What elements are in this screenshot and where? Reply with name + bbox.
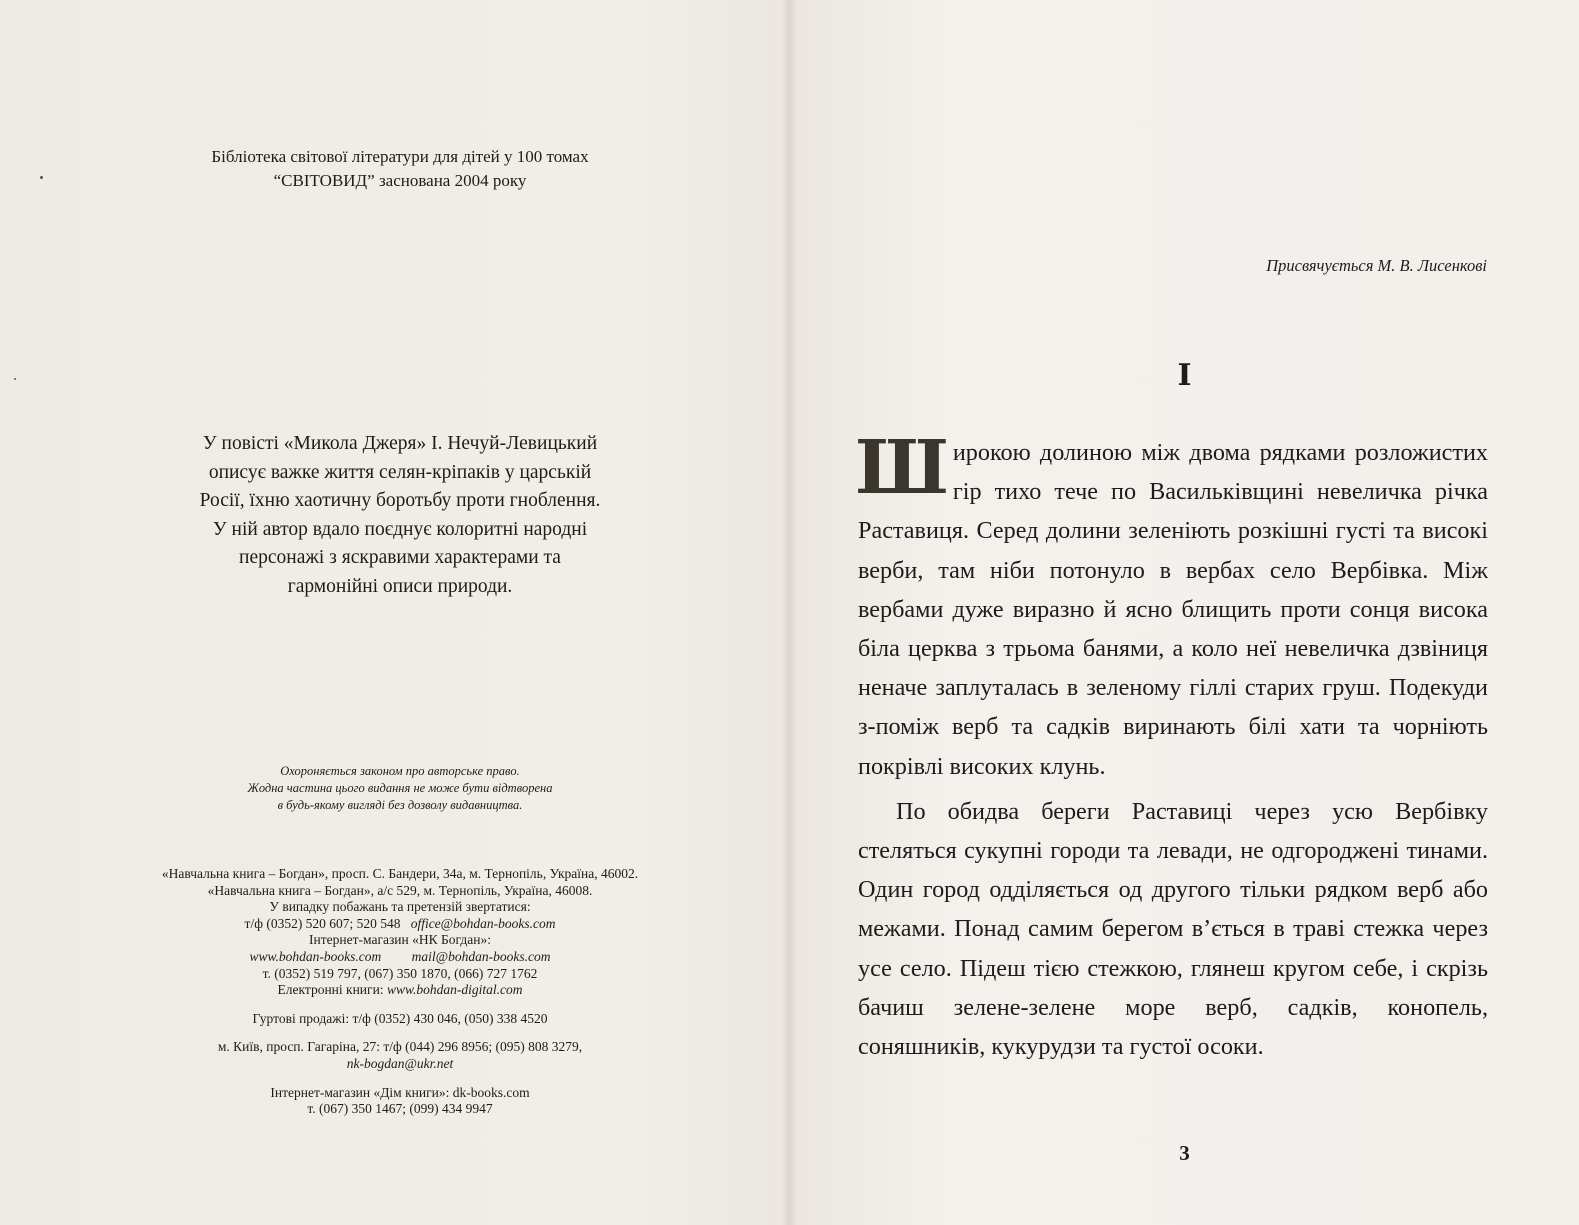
copyright-line: Жодна частина цього видання не може бути відтворена (247, 781, 553, 795)
annotation-line: Росії, їхню хаотичну боротьбу проти гноблення. (199, 490, 601, 511)
shop-phones: т. (0352) 519 797, (067) 350 1870, (066) 727 1762 (262, 965, 538, 981)
drop-cap: Ш (855, 425, 947, 511)
kyiv-address: м. Київ, просп. Гагаріна, 27: т/ф (044) 296 8956; (095) 808 3279, (217, 1039, 583, 1055)
wholesale-contacts: Гуртові продажі: т/ф (0352) 430 046, (050) 338 4520 (252, 1010, 548, 1026)
claims-email: office@bohdan-books.com (410, 915, 556, 931)
right-page (790, 0, 1579, 1225)
ebooks-line (80, 982, 720, 999)
annotation-line: описує важке життя селян-кріпаків у царській (208, 461, 592, 483)
copyright-line: в будь-якому вигляді без дозволу видавництва. (277, 798, 523, 812)
publisher-postbox: «Навчальна книга – Богдан», а/с 529, м. Тернопіль, Україна, 46008. (207, 882, 593, 898)
paragraph-1-text: ирокою долиною між двома рядками розложистих гір тихо тече по Васильківщині невеличка річка Раставиця. Серед долини зеленіють розкішні густі та високі верби, там ніби потонуло в вербах село Вербівка. Між вербами дуже виразно й ясно блищить проти сонця висока біла церква з трьома банями, а коло неї невеличка дзвіниця неначе заплуталась в зеленому гіллі старих груш. Подекуди з-поміж верб та садків виринають білі хати та чорніють покрівлі високих клунь. (858, 439, 1488, 780)
book-annotation (100, 430, 700, 601)
dedication: Присвячується М. В. Лисенкові (1266, 256, 1487, 275)
series-info (100, 145, 700, 193)
shop-contacts (80, 949, 720, 966)
dim-knyhy-phones: т. (067) 350 1467; (099) 434 9947 (307, 1101, 493, 1117)
series-line: “СВІТОВИД” заснована 2004 року (273, 171, 527, 190)
shop-label: Інтернет-магазин «НК Богдан»: (309, 932, 491, 948)
copyright-notice (150, 763, 650, 814)
chapter-number: I (1177, 358, 1192, 393)
shop-email: mail@bohdan-books.com (411, 948, 551, 964)
shop-site: www.bohdan-books.com (249, 948, 382, 964)
left-page (0, 0, 789, 1225)
dim-knyhy-label: Інтернет-магазин «Дім книги»: dk-books.com (270, 1084, 530, 1100)
paragraph (855, 425, 1488, 786)
paragraph: По обидва береги Раставиці через усю Вербівку стеляться сукупні городи та левади, не одгороджені тинами. Один город одділяється од другого тільки рядком верб або межами. Понад самим берегом в’ється в траві стежка через усе село. Підеш тією стежкою, глянеш кругом себе, і скрізь бачиш зелене-зелене море верб, садків, конопель, соняшників, кукурудзи та густої осоки. (858, 797, 1488, 1061)
kyiv-email: nk-bogdan@ukr.net (346, 1055, 454, 1071)
copyright-line: Охороняється законом про авторське право. (280, 764, 520, 778)
annotation-line: гармонійні описи природи. (287, 575, 513, 597)
ebooks-site: www.bohdan-digital.com (386, 982, 523, 998)
annotation-line: персонажі з яскравими характерами та (239, 547, 561, 568)
chapter-text (855, 425, 1488, 1066)
claims-contacts (80, 916, 720, 933)
page-speck (40, 176, 43, 179)
annotation-line: У повісті «Микола Джеря» І. Нечуй-Левицький (202, 433, 598, 454)
ebooks-label: Електронні книги: (277, 982, 384, 998)
publisher-imprint (80, 866, 720, 1118)
page-speck (14, 378, 16, 380)
annotation-line: У ній автор вдало поєднує колоритні народні (212, 518, 588, 540)
series-line: Бібліотека світової літератури для дітей у 100 томах (211, 147, 589, 166)
claims-phone: т/ф (0352) 520 607; 520 548 (244, 915, 401, 931)
claims-label: У випадку побажань та претензій звертатися: (269, 899, 531, 915)
publisher-address: «Навчальна книга – Богдан», просп. С. Бандери, 34а, м. Тернопіль, Україна, 46002. (161, 866, 639, 881)
page-number: 3 (1179, 1141, 1190, 1165)
